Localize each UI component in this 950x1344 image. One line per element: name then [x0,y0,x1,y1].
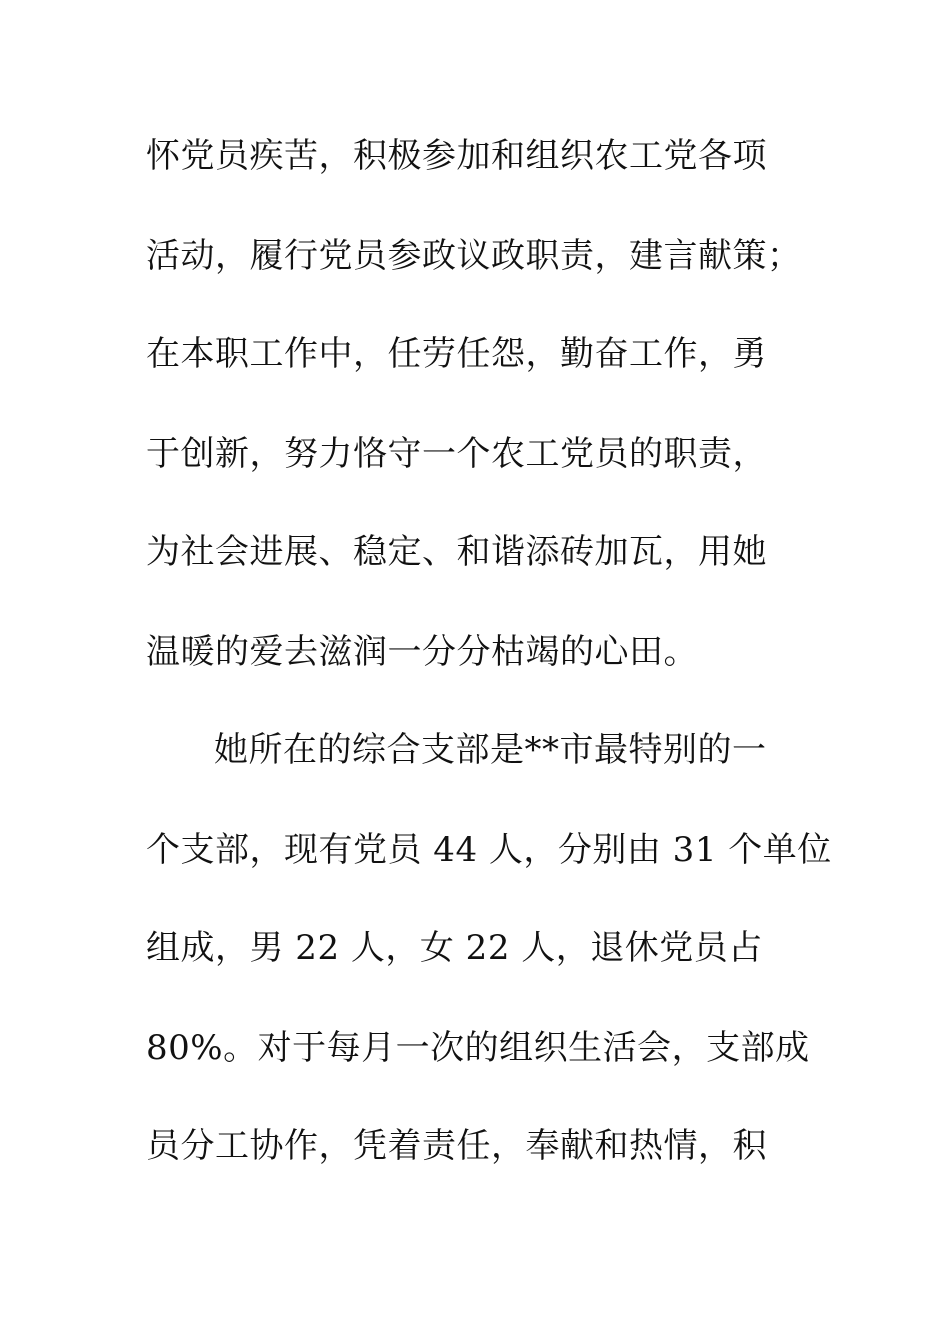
paragraph-line-2: 活动，履行党员参政议政职责，建言献策； [146,236,802,276]
paragraph-line-9: 组成，男 22 人，女 22 人，退休党员占 [146,928,763,968]
paragraph-line-8: 个支部，现有党员 44 人，分别由 31 个单位 [146,830,832,870]
paragraph-line-3: 在本职工作中，任劳任怨，勤奋工作，勇 [146,334,767,374]
paragraph-line-6: 温暖的爱去滋润一分分枯竭的心田。 [146,632,698,672]
paragraph-line-11: 员分工协作，凭着责任，奉献和热情，积 [146,1126,767,1166]
paragraph-line-4: 于创新，努力恪守一个农工党员的职责， [146,434,767,474]
paragraph-line-1: 怀党员疾苦，积极参加和组织农工党各项 [146,136,767,176]
paragraph-line-5: 为社会进展、稳定、和谐添砖加瓦，用她 [146,532,767,572]
paragraph-line-7: 她所在的综合支部是**市最特别的一 [214,730,767,770]
paragraph-line-10: 80%。对于每月一次的组织生活会，支部成 [146,1028,810,1068]
